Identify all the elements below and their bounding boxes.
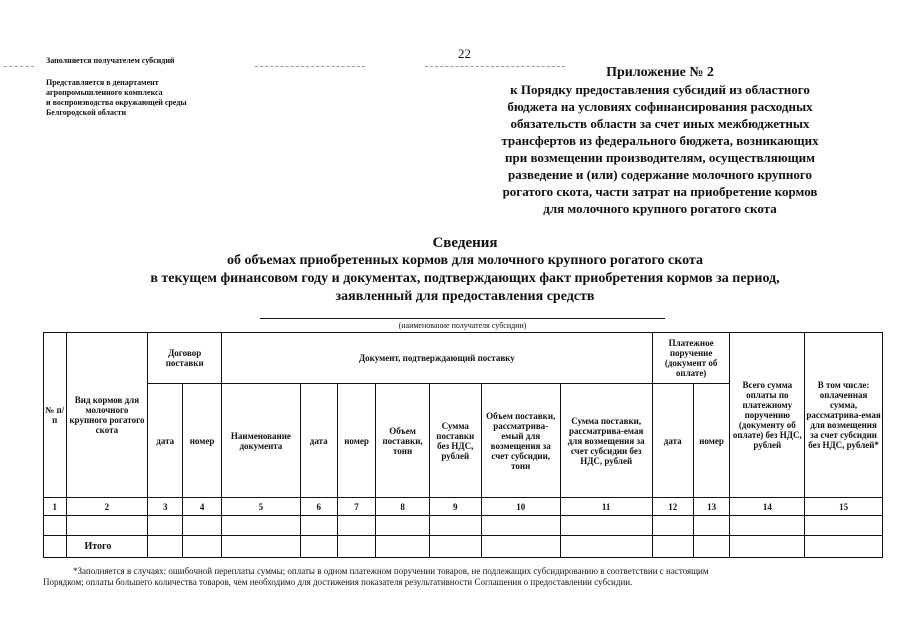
appendix-line: трансфертов из федерального бюджета, возникающих bbox=[501, 133, 819, 148]
footnote-line: Порядком; оплаты большего количества товаров, чем необходимо для достижения показателя результативности Соглашения о предоставлении субсидии. bbox=[43, 577, 633, 587]
column-number: 15 bbox=[805, 498, 883, 516]
header-volume: Объем поставки, тонн bbox=[376, 384, 429, 498]
column-number: 11 bbox=[560, 498, 652, 516]
column-number: 7 bbox=[337, 498, 376, 516]
dashed-line bbox=[255, 66, 365, 67]
table-cell[interactable] bbox=[693, 536, 730, 558]
table-cell[interactable] bbox=[376, 516, 429, 536]
table-cell[interactable] bbox=[481, 536, 560, 558]
table-cell[interactable] bbox=[222, 516, 301, 536]
table-cell[interactable] bbox=[148, 516, 183, 536]
table-cell[interactable] bbox=[44, 516, 67, 536]
dashed-line bbox=[4, 66, 34, 67]
table-cell[interactable] bbox=[429, 516, 481, 536]
table-cell[interactable] bbox=[805, 516, 883, 536]
feed-supply-table bbox=[43, 332, 883, 558]
column-number: 13 bbox=[693, 498, 730, 516]
column-number: 5 bbox=[222, 498, 301, 516]
heading-line: об объемах приобретенных кормов для молочного крупного рогатого скота bbox=[227, 253, 703, 268]
header-payment-number: номер bbox=[693, 384, 730, 498]
table-cell[interactable] bbox=[148, 536, 183, 558]
recipient-caption: (наименование получателя субсидии) bbox=[398, 321, 527, 330]
heading-line: в текущем финансовом году и документах, подтверждающих факт приобретения кормов за период, bbox=[150, 271, 780, 286]
recipient-name-line bbox=[260, 318, 665, 319]
page-number: 22 bbox=[458, 46, 471, 61]
table-cell[interactable] bbox=[300, 536, 337, 558]
header-contract: Договор поставки bbox=[148, 333, 222, 384]
header-doc-number: номер bbox=[337, 384, 376, 498]
table-cell[interactable] bbox=[376, 536, 429, 558]
header-sum-no-vat: Сумма поставки без НДС, рублей bbox=[429, 384, 481, 498]
appendix-line: рогатого скота, части затрат на приобретение кормов bbox=[502, 184, 818, 199]
footnote bbox=[43, 566, 883, 588]
column-number: 6 bbox=[300, 498, 337, 516]
table-cell[interactable] bbox=[805, 536, 883, 558]
table-cell[interactable] bbox=[222, 536, 301, 558]
appendix-title: Приложение № 2 bbox=[606, 65, 714, 80]
appendix-line: при возмещении производителям, осуществляющим bbox=[504, 150, 815, 165]
header-volume-subsidy: Объем поставки, рассматрива-емый для возмещения за счет субсидии, тонн bbox=[481, 384, 560, 498]
column-number: 14 bbox=[730, 498, 805, 516]
submitted-to-line: агропромышленного комплекса bbox=[46, 88, 163, 97]
table-cell[interactable] bbox=[300, 516, 337, 536]
column-number: 3 bbox=[148, 498, 183, 516]
table-cell[interactable] bbox=[44, 536, 67, 558]
filled-by-note: Заполняется получателем субсидий bbox=[46, 56, 175, 65]
total-row bbox=[44, 536, 883, 558]
header-doc-name: Наименование документа bbox=[222, 384, 301, 498]
table-cell[interactable] bbox=[429, 536, 481, 558]
header-contract-date: дата bbox=[148, 384, 183, 498]
appendix-line: разведение и (или) содержание молочного крупного bbox=[508, 167, 812, 182]
heading-title: Сведения bbox=[432, 235, 498, 251]
table-cell[interactable] bbox=[183, 536, 222, 558]
appendix-block bbox=[440, 64, 880, 217]
table-cell[interactable] bbox=[730, 516, 805, 536]
heading-line: заявленный для предоставления средств bbox=[335, 289, 595, 304]
header-doc-date: дата bbox=[300, 384, 337, 498]
column-number: 2 bbox=[66, 498, 148, 516]
column-number: 8 bbox=[376, 498, 429, 516]
total-label: Итого bbox=[66, 536, 148, 558]
header-sum-subsidy: Сумма поставки, рассматрива-емая для возмещения за счет субсидии без НДС, рублей bbox=[560, 384, 652, 498]
column-number: 9 bbox=[429, 498, 481, 516]
column-number: 1 bbox=[44, 498, 67, 516]
submitted-to-line: Белгородской области bbox=[46, 108, 127, 117]
table-cell[interactable] bbox=[183, 516, 222, 536]
appendix-line: к Порядку предоставления субсидий из областного bbox=[510, 82, 810, 97]
header-payment-order: Платежное поручение (документ об оплате) bbox=[652, 333, 730, 384]
table-cell[interactable] bbox=[730, 536, 805, 558]
submitted-to-note bbox=[46, 78, 266, 118]
header-payment-date: дата bbox=[652, 384, 693, 498]
table-row bbox=[44, 516, 883, 536]
table-cell[interactable] bbox=[560, 516, 652, 536]
table-cell[interactable] bbox=[66, 516, 148, 536]
column-numbers-row bbox=[44, 498, 883, 516]
table-cell[interactable] bbox=[652, 536, 693, 558]
header-feed-type: Вид кормов для молочного крупного рогатого скота bbox=[66, 333, 148, 498]
header-num: № п/п bbox=[44, 333, 67, 498]
submitted-to-line: Представляется в департамент bbox=[46, 78, 159, 87]
appendix-line: для молочного крупного рогатого скота bbox=[543, 201, 777, 216]
table-cell[interactable] bbox=[337, 516, 376, 536]
submitted-to-line: и воспроизводства окружающей среды bbox=[46, 98, 187, 107]
table-cell[interactable] bbox=[481, 516, 560, 536]
table-cell[interactable] bbox=[652, 516, 693, 536]
header-incl-paid: В том числе: оплаченная сумма, рассматрива-емая для возмещения за счет субсидии без НДС, рублей* bbox=[805, 333, 883, 498]
header-supply-document: Документ, подтверждающий поставку bbox=[222, 333, 653, 384]
footnote-line: *Заполняется в случаях: ошибочной переплаты суммы; оплаты в одном платежном поручении товаров, не подлежащих субсидированию в соответствии с настоящим bbox=[73, 566, 709, 576]
appendix-line: бюджета на условиях софинансирования расходных bbox=[507, 99, 813, 114]
table-cell[interactable] bbox=[337, 536, 376, 558]
appendix-line: обязательств области за счет иных межбюджетных bbox=[510, 116, 810, 131]
column-number: 10 bbox=[481, 498, 560, 516]
table-cell[interactable] bbox=[693, 516, 730, 536]
header-total-paid: Всего сумма оплаты по платежному поручению (документу об оплате) без НДС, рублей bbox=[730, 333, 805, 498]
column-number: 4 bbox=[183, 498, 222, 516]
document-heading bbox=[90, 234, 840, 306]
table-cell[interactable] bbox=[560, 536, 652, 558]
column-number: 12 bbox=[652, 498, 693, 516]
header-contract-number: номер bbox=[183, 384, 222, 498]
